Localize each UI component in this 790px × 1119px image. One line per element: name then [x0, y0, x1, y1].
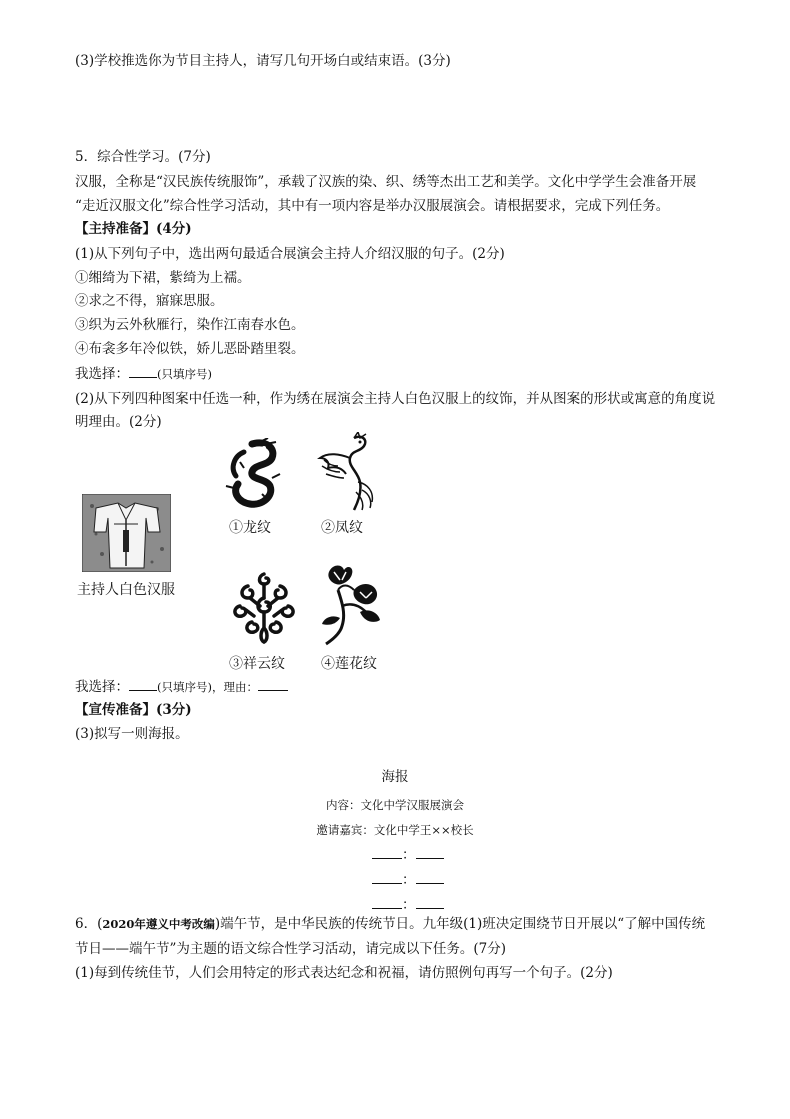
poster-blank[interactable]: [416, 870, 444, 884]
question-6-line2: 节日——端午节”为主题的语文综合性学习活动，请完成以下任务。(7分): [75, 941, 507, 957]
question-6-line1: [75, 914, 705, 934]
poster-colon: ：: [402, 847, 416, 863]
option-4: ④布衾多年冷似铁，娇儿恶卧踏里裂。: [75, 341, 305, 357]
answer-line-1: [75, 364, 212, 384]
subquestion-3: (3)拟写一则海报。: [75, 726, 189, 742]
answer-label-2: 我选择：: [75, 679, 129, 695]
lotus-pattern-icon: [320, 562, 386, 646]
answer-blank[interactable]: [129, 364, 157, 378]
question-3-prompt: (3)学校推选你为节目主持人，请写几句开场白或结束语。(3分): [75, 53, 451, 69]
section-host-prep-title: 【主持准备】(4分): [75, 221, 192, 237]
poster-colon: ：: [402, 872, 416, 888]
auspicious-cloud-pattern-icon: [230, 570, 298, 646]
poster-title: 海报: [381, 769, 409, 785]
subquestion-2-line1: (2)从下列四种图案中任选一种，作为绣在展演会主持人白色汉服上的纹饰，并从图案的形状或寓意的角度说: [75, 391, 716, 407]
caption-dragon: ①龙纹: [229, 520, 271, 536]
poster-content: 内容：文化中学汉服展演会: [326, 798, 464, 812]
phoenix-pattern-icon: [314, 432, 380, 512]
caption-lotus: ④莲花纹: [321, 656, 377, 672]
poster-blank[interactable]: [416, 845, 444, 859]
caption-cloud: ③祥云纹: [229, 656, 285, 672]
answer-hint-2: (只填序号)，理由：: [157, 680, 258, 694]
answer-label: 我选择：: [75, 366, 129, 382]
question-6-prefix: 6．(: [75, 916, 103, 932]
poster-blank[interactable]: [372, 895, 402, 909]
answer-line-2: [75, 677, 288, 697]
question-5-heading: 5．综合性学习。(7分): [75, 149, 211, 165]
poster-blank-row-3: [372, 895, 444, 915]
white-robe-image: [82, 494, 171, 572]
poster-blank-row-2: [372, 870, 444, 890]
poster-blank[interactable]: [372, 870, 402, 884]
subquestion-2-line2: 明理由。(2分): [75, 414, 162, 430]
answer-blank-2[interactable]: [129, 677, 157, 691]
poster-guest: 邀请嘉宾：文化中学王××校长: [316, 823, 474, 837]
question-6-text: )端午节，是中华民族的传统节日。九年级(1)班决定围绕节日开展以“了解中国传统: [214, 916, 706, 932]
subquestion-1: (1)从下列句子中，选出两句最适合展演会主持人介绍汉服的句子。(2分): [75, 246, 505, 262]
question-6-source: 2020年遵义中考改编: [102, 917, 215, 931]
caption-phoenix: ②凤纹: [321, 520, 363, 536]
poster-blank[interactable]: [372, 845, 402, 859]
poster-blank-row-1: [372, 845, 444, 865]
dragon-pattern-icon: [222, 438, 284, 510]
question-6-subquestion-1: (1)每到传统佳节，人们会用特定的形式表达纪念和祝福，请仿照例句再写一个句子。(2分): [75, 965, 613, 981]
option-1: ①缃绮为下裙，紫绮为上襦。: [75, 270, 251, 286]
question-5-intro-line1: 汉服，全称是“汉民族传统服饰”，承载了汉族的染、织、绣等杰出工艺和美学。文化中学学生会准备开展: [75, 174, 697, 190]
poster-colon: ：: [402, 897, 416, 913]
section-publicity-prep-title: 【宣传准备】(3分): [75, 702, 192, 718]
option-3: ③织为云外秋雁行，染作江南春水色。: [75, 317, 305, 333]
option-2: ②求之不得，寤寐思服。: [75, 293, 224, 309]
question-5-intro-line2: “走近汉服文化”综合性学习活动，其中有一项内容是举办汉服展演会。请根据要求，完成下列任务。: [75, 198, 670, 214]
poster-blank[interactable]: [416, 895, 444, 909]
robe-caption: 主持人白色汉服: [77, 582, 175, 598]
reason-blank[interactable]: [258, 677, 288, 691]
answer-hint: (只填序号): [157, 367, 212, 381]
